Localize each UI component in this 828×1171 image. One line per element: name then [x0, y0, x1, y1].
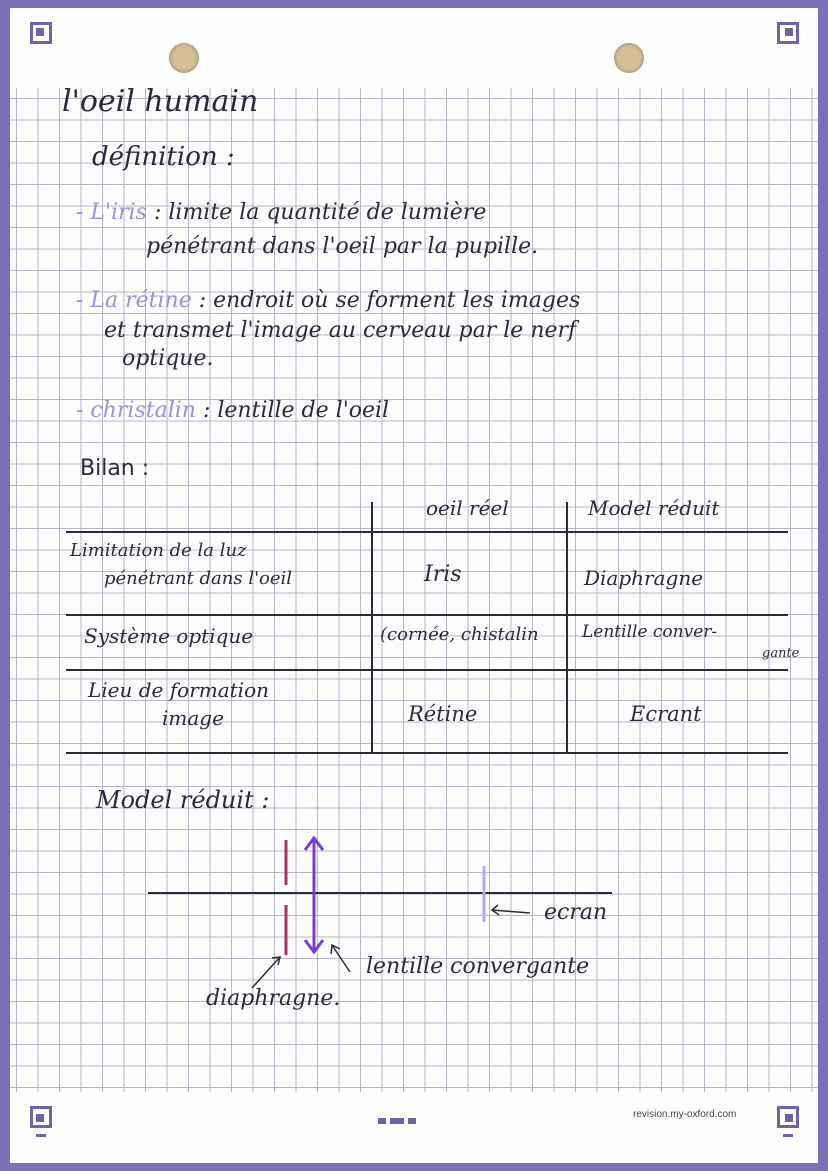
- label-lentille: lentille convergante: [366, 954, 590, 979]
- definition-retine-line3: optique.: [122, 346, 214, 371]
- label-diaphragne: diaphragne.: [206, 986, 341, 1011]
- row-label: pénétrant dans l'oeil: [104, 568, 293, 589]
- term-iris: - L'iris: [76, 200, 147, 225]
- cell-model: Diaphragne: [584, 566, 704, 590]
- ecran-pointer: [492, 910, 530, 913]
- page-title: l'oeil humain: [62, 84, 259, 119]
- label-ecran: ecran: [544, 900, 608, 925]
- definition-iris: - L'iris : limite la quantité de lumière: [76, 200, 487, 225]
- definition-retine: - La rétine : endroit où se forment les images: [76, 288, 581, 313]
- cell-oeil: Iris: [424, 562, 462, 587]
- definition-heading: définition :: [92, 142, 235, 172]
- cell-oeil: Rétine: [408, 702, 478, 726]
- diaphragne-pointer: [252, 957, 280, 988]
- footer-site[interactable]: revision.my-oxford.com: [633, 1109, 737, 1120]
- term-christalin: - christalin: [76, 398, 196, 423]
- row-label: Limitation de la luz: [70, 540, 247, 561]
- cell-oeil: (cornée, chistalin: [380, 624, 539, 645]
- cell-model: Ecrant: [630, 702, 702, 726]
- definition-retine-line2: et transmet l'image au cerveau par le nerf: [104, 318, 577, 343]
- row-label: image: [162, 706, 224, 730]
- row-label: Système optique: [84, 624, 254, 648]
- lentille-pointer: [332, 945, 350, 972]
- col-header-oeil: oeil réel: [426, 496, 509, 520]
- col-header-model: Model réduit: [588, 496, 720, 520]
- page-indicator: [378, 1109, 420, 1128]
- definition-christalin: - christalin : lentille de l'oeil: [76, 398, 390, 423]
- row-label: Lieu de formation: [88, 678, 269, 702]
- definition-iris-line2: pénétrant dans l'oeil par la pupille.: [146, 234, 539, 259]
- model-heading: Model réduit :: [96, 786, 270, 814]
- cell-model: Lentille conver-: [582, 622, 718, 642]
- cell-model: gante: [762, 646, 800, 661]
- bilan-heading: Bilan :: [80, 456, 150, 481]
- term-retine: - La rétine: [76, 288, 192, 313]
